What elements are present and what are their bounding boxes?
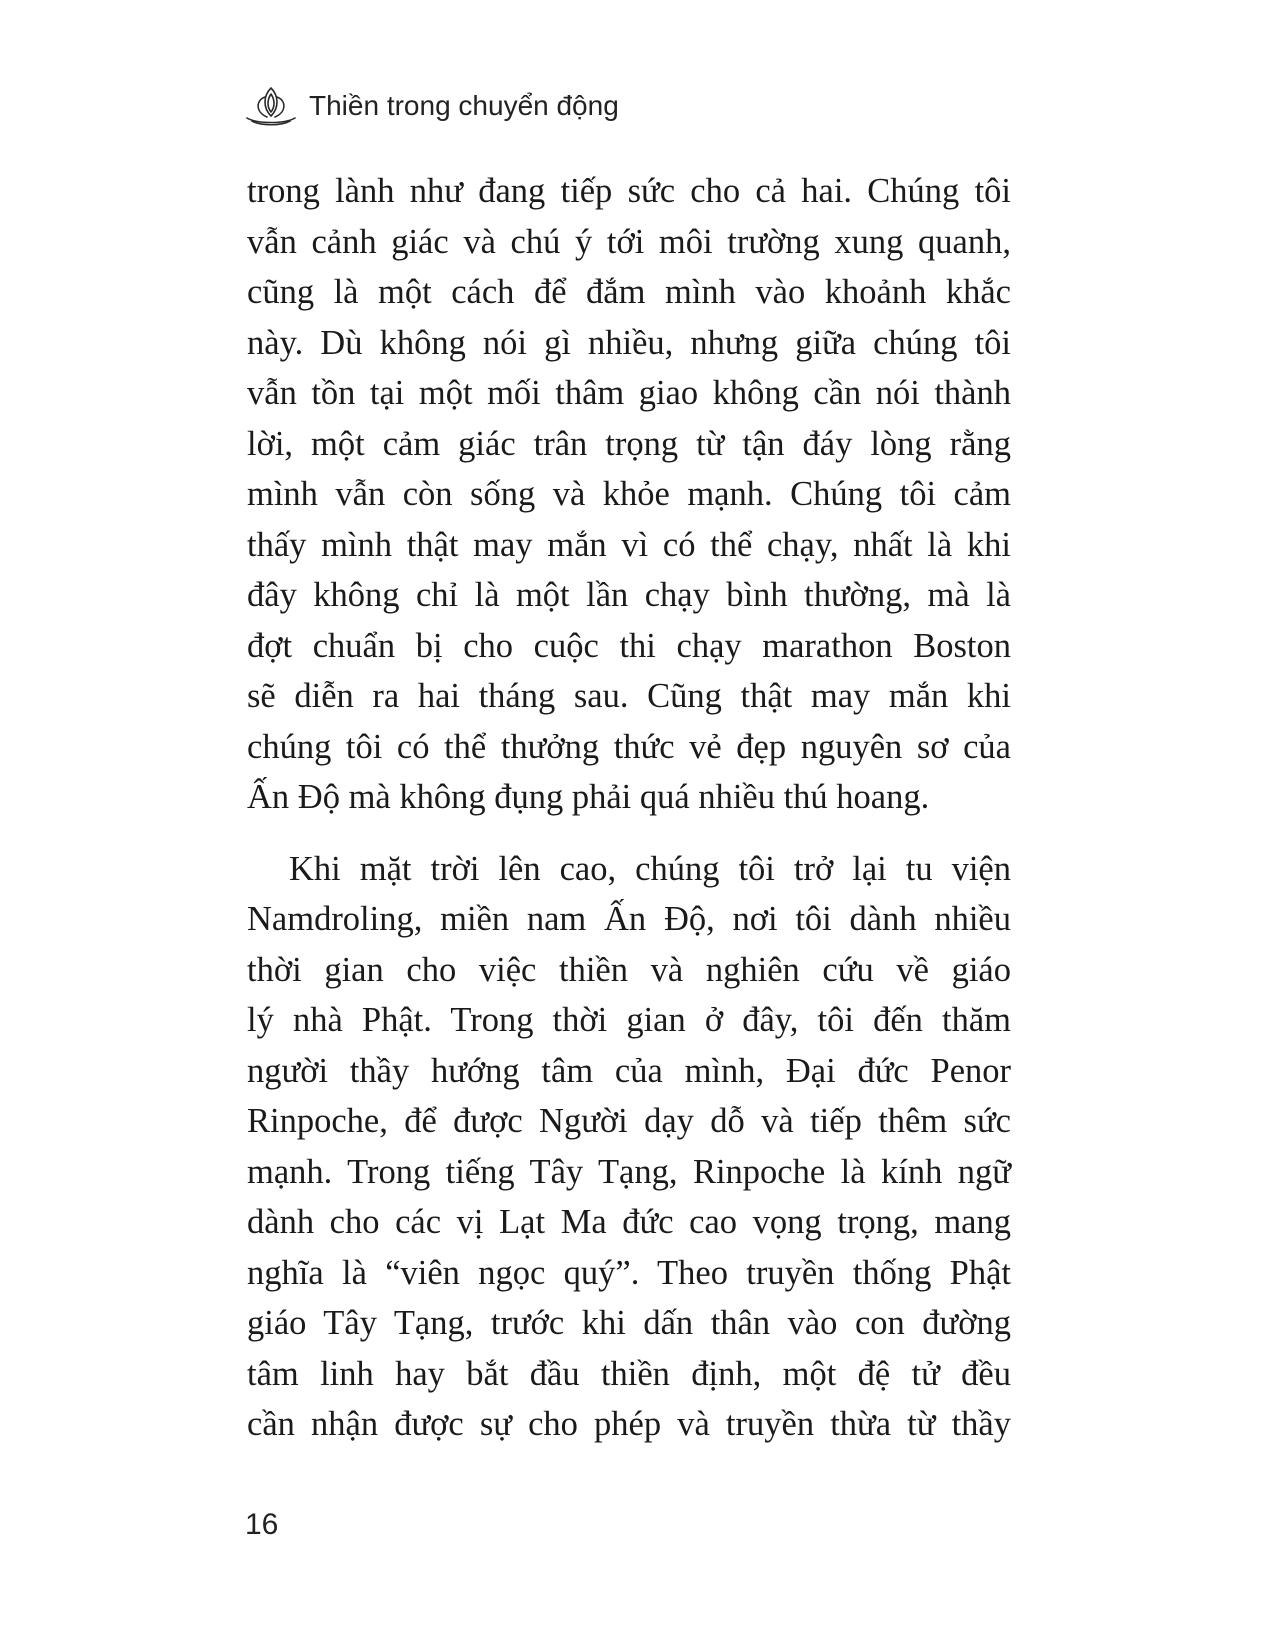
text-line: cũng là một cách để đắm mình vào khoảnh khắc [247,273,1011,311]
text-line: thấy mình thật may mắn vì có thể chạy, nhất là khi [247,525,1011,564]
text-line: giáo Tây Tạng, trước khi dấn thân vào con đường [247,1304,1011,1342]
text-line: dành cho các vị Lạt Ma đức cao vọng trọng, mang [247,1203,1011,1241]
text-line: nghĩa là “viên ngọc quý”. Theo truyền thống Phật [247,1253,1011,1292]
paragraph [247,844,1011,1450]
lotus-icon [243,84,299,128]
text-line: Khi mặt trời lên cao, chúng tôi trở lại tu viện [289,849,1011,888]
text-line: đợt chuẩn bị cho cuộc thi chạy marathon Boston [247,626,1011,665]
text-line: cần nhận được sự cho phép và truyền thừa từ thầy [247,1405,1011,1443]
text-line: sẽ diễn ra hai tháng sau. Cũng thật may mắn khi [247,677,1011,715]
text-line: Rinpoche, để được Người dạy dỗ và tiếp thêm sức [247,1102,1011,1140]
text-line: mình vẫn còn sống và khỏe mạnh. Chúng tôi cảm [247,475,1011,513]
text-line: vẫn cảnh giác và chú ý tới môi trường xung quanh, [247,222,1011,261]
text-line: này. Dù không nói gì nhiều, nhưng giữa chúng tôi [247,323,1011,362]
paragraph [247,166,1011,823]
text-line: lời, một cảm giác trân trọng từ tận đáy lòng rằng [247,424,1011,463]
text-line: người thầy hướng tâm của mình, Đại đức Penor [247,1051,1011,1090]
text-line: chúng tôi có thể thưởng thức vẻ đẹp nguyên sơ của [247,727,1011,766]
text-line: mạnh. Trong tiếng Tây Tạng, Rinpoche là kính ngữ [247,1152,1011,1191]
text-line: Namdroling, miền nam Ấn Độ, nơi tôi dành nhiều [247,900,1011,938]
running-header-title: Thiền trong chuyển động [309,90,619,121]
text-line: tâm linh hay bắt đầu thiền định, một đệ tử đều [247,1354,1011,1393]
text-line: trong lành như đang tiếp sức cho cả hai. Chúng tôi [247,172,1011,210]
page-number: 16 [245,1508,279,1541]
text-line: lý nhà Phật. Trong thời gian ở đây, tôi đến thăm [247,1001,1011,1039]
body-text [247,166,1011,1450]
text-line: đây không chỉ là một lần chạy bình thường, mà là [247,576,1011,614]
running-header [243,84,619,128]
text-line: vẫn tồn tại một mối thâm giao không cần nói thành [247,374,1011,412]
text-line: Ấn Độ mà không đụng phải quá nhiều thú hoang. [247,778,930,816]
text-line: thời gian cho việc thiền và nghiên cứu về giáo [247,950,1011,989]
